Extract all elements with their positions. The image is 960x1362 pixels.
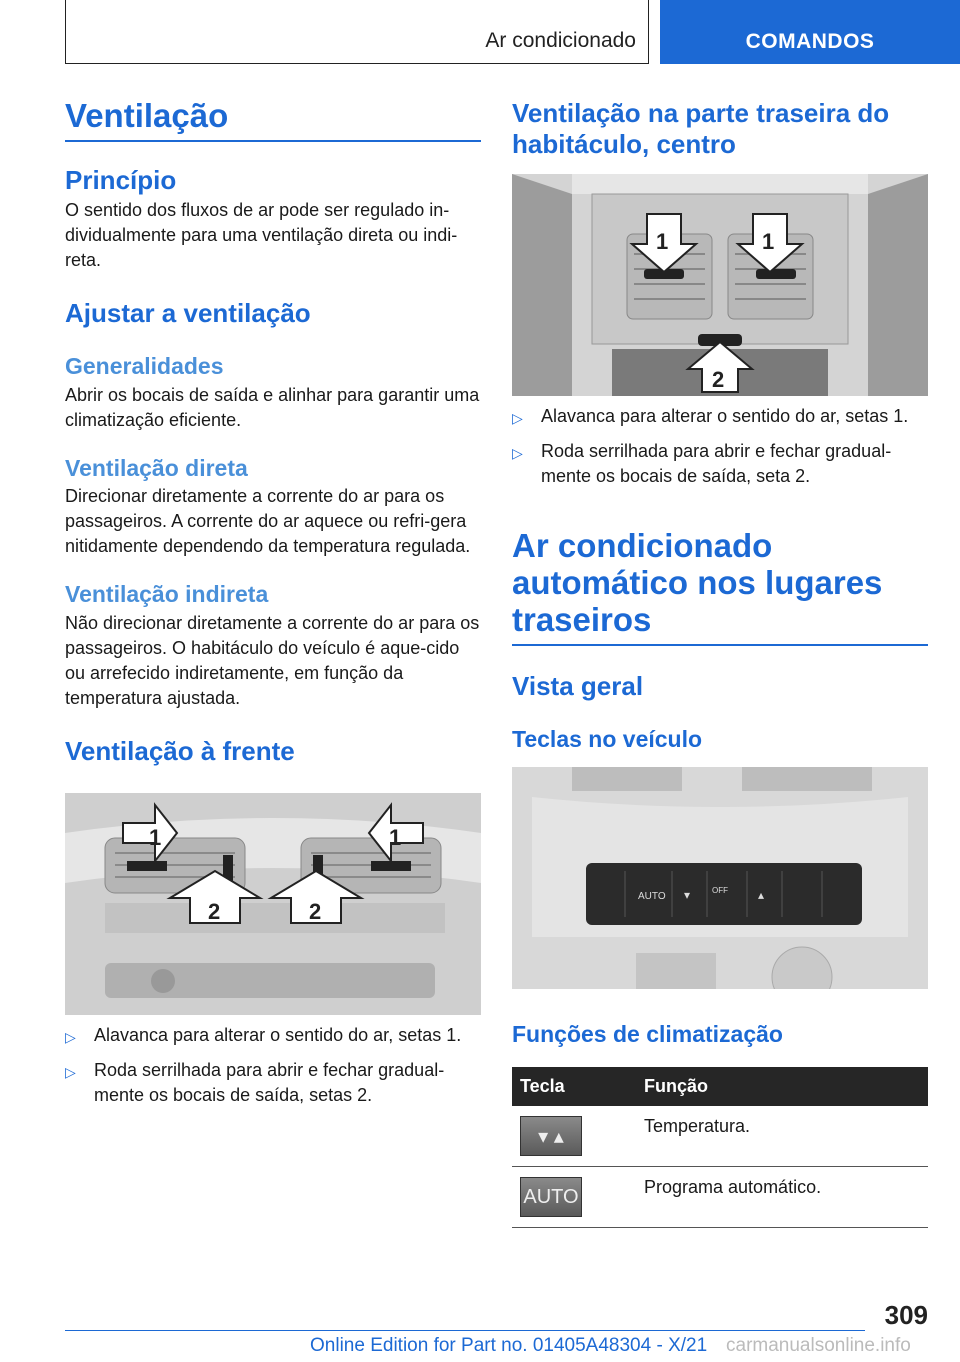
principle-text: O sentido dos fluxos de ar pode ser regulado in-dividualmente para uma ventilação direta ou indi-reta. <box>65 200 458 271</box>
triangle-bullet-icon: ▷ <box>512 445 523 461</box>
triangle-bullet-icon: ▷ <box>512 410 523 426</box>
table-header-function: Função <box>636 1067 928 1106</box>
list-item <box>512 439 928 489</box>
table-cell-function: Programa automático. <box>636 1167 928 1228</box>
front-arrow-label: 2 <box>309 898 322 924</box>
list-item-text: Roda serrilhada para abrir e fechar gradual-mente os bocais de saída, seta 2. <box>541 441 892 486</box>
panel-off-label: OFF <box>712 886 728 896</box>
rear-arrow-label: 1 <box>762 229 775 254</box>
indirect-heading: Ventilação indireta <box>65 581 269 608</box>
list-item <box>65 1023 481 1050</box>
auto-key-icon: AUTO <box>520 1177 582 1217</box>
footer-rule <box>65 1330 865 1331</box>
front-arrow-label: 1 <box>149 824 162 850</box>
rear-panel-image <box>512 767 928 989</box>
rear-panel-illustration <box>512 767 928 989</box>
front-vents-illustration <box>65 793 481 1015</box>
general-heading: Generalidades <box>65 353 224 380</box>
chapter-title: Ar condicionado <box>485 29 636 52</box>
overview-heading: Vista geral <box>512 671 644 701</box>
direct-heading: Ventilação direta <box>65 454 248 481</box>
auto-ac-rule <box>512 644 928 646</box>
svg-text:▴: ▴ <box>758 888 765 903</box>
list-item <box>512 404 928 431</box>
keys-heading: Teclas no veículo <box>512 725 703 752</box>
title-rule <box>65 140 481 142</box>
page-title: Ventilação <box>65 97 229 134</box>
list-item <box>65 1058 481 1108</box>
list-item-text: Alavanca para alterar o sentido do ar, setas 1. <box>541 406 909 426</box>
svg-text:▾: ▾ <box>684 888 691 903</box>
header-chapter-box <box>65 0 649 64</box>
front-vents-image <box>65 793 481 1015</box>
right-column <box>512 98 928 1228</box>
table-row <box>512 1106 928 1167</box>
principle-heading: Princípio <box>65 165 177 196</box>
panel-auto-label: AUTO <box>638 891 666 903</box>
list-item-text: Roda serrilhada para abrir e fechar gradual-mente os bocais de saída, setas 2. <box>94 1059 445 1105</box>
rear-arrow-label: 1 <box>656 229 669 254</box>
left-column <box>65 98 481 1108</box>
triangle-bullet-icon: ▷ <box>65 1063 76 1080</box>
general-text: Abrir os bocais de saída e alinhar para garantir uma climatização eficiente. <box>65 384 480 430</box>
front-list <box>65 1023 481 1108</box>
footer-watermark: carmanualsonline.info <box>726 1335 911 1356</box>
footer-edition: Online Edition for Part no. 01405A48304 - X/21 <box>310 1335 708 1356</box>
front-arrow-label: 2 <box>208 898 221 924</box>
functions-table <box>512 1067 928 1228</box>
direct-text: Direcionar diretamente a corrente do ar para os passageiros. A corrente do ar aquece ou refri-gera nitidamente dependendo da temperatura regulada. <box>65 486 471 557</box>
table-header-row <box>512 1067 928 1106</box>
rear-vents-illustration <box>512 174 928 396</box>
adjust-heading: Ajustar a ventilação <box>65 298 311 329</box>
rear-arrow-label: 2 <box>712 367 725 392</box>
triangle-bullet-icon: ▷ <box>65 1028 76 1045</box>
list-item-text: Alavanca para alterar o sentido do ar, setas 1. <box>94 1024 462 1045</box>
page-number: 309 <box>884 1300 928 1330</box>
table-header-key: Tecla <box>512 1067 636 1106</box>
auto-ac-heading: Ar condicionado automático nos lugares traseiros <box>512 527 883 638</box>
section-label: COMANDOS <box>745 30 875 53</box>
rear-heading: Ventilação na parte traseira do habitáculo, centro <box>512 98 890 159</box>
rear-vents-image <box>512 174 928 396</box>
functions-heading: Funções de climatização <box>512 1021 783 1048</box>
table-row <box>512 1167 928 1228</box>
front-arrow-label: 1 <box>389 824 402 850</box>
front-heading: Ventilação à frente <box>65 735 295 766</box>
indirect-text: Não direcionar diretamente a corrente do ar para os passageiros. O habitáculo do veículo é aque-cido ou arrefecido indiretamente, em função da temperatura ajustada. <box>65 612 480 708</box>
table-cell-function: Temperatura. <box>636 1106 928 1167</box>
rear-list <box>512 404 928 489</box>
temperature-key-icon: ▾ ▴ <box>520 1116 582 1156</box>
header-section-tab[interactable] <box>660 0 960 64</box>
